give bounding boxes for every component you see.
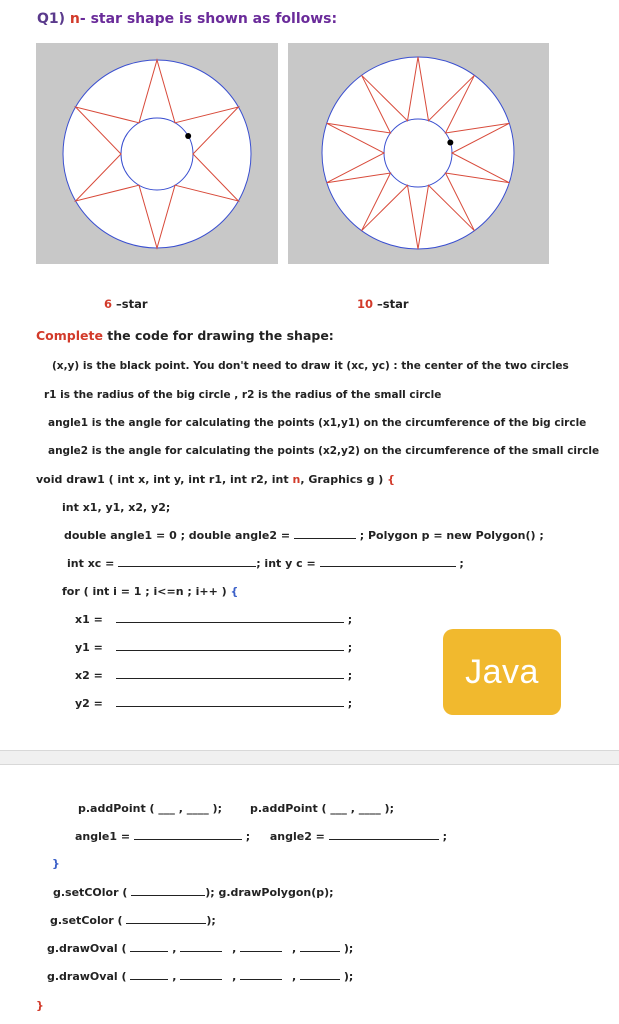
instruction-line-2: r1 is the radius of the big circle , r2 is the radius of the small circle [44, 389, 442, 401]
angle2-blank[interactable] [329, 830, 439, 840]
angle-update-line [75, 830, 447, 843]
ten-star-text: –star [373, 297, 409, 311]
page-top-edge [0, 764, 619, 765]
set-color-line-1 [53, 886, 334, 899]
oval1-comma-1: , [172, 942, 177, 955]
add-point-1: p.addPoint ( ___ , ____ ); [78, 802, 222, 815]
x1-semicolon: ; [347, 613, 353, 626]
center-declaration-line [67, 557, 464, 570]
y1-blank[interactable] [116, 641, 344, 651]
oval1-arg4-blank[interactable] [300, 942, 340, 952]
oval1-comma-2: , [232, 942, 237, 955]
six-star-number: 6 [104, 297, 113, 311]
draw-oval-line-2 [47, 970, 353, 983]
x2-blank[interactable] [116, 669, 344, 679]
oval2-comma-1: , [172, 970, 177, 983]
ten-star-black-point [447, 139, 453, 145]
angle1-assign-label: angle1 = [75, 830, 131, 843]
instruction-line-4: angle2 is the angle for calculating the points (x2,y2) on the circumference of the small circle [48, 445, 600, 457]
yc-label: ; int y c = [256, 557, 316, 570]
six-star-figure [36, 43, 278, 264]
ten-star-number: 10 [357, 297, 374, 311]
signature-n: n [292, 473, 301, 486]
set-color-b-blank[interactable] [126, 914, 206, 924]
oval1-comma-3: , [291, 942, 297, 955]
polygon-decl-text: ; Polygon p = new Polygon() ; [359, 529, 544, 542]
x2-assignment [75, 669, 352, 682]
six-star-text: –star [112, 297, 148, 311]
y2-semicolon: ; [347, 697, 353, 710]
oval1-tail: ); [343, 942, 354, 955]
for-loop-header [62, 585, 238, 598]
complete-instruction [36, 328, 334, 343]
instruction-line-3: angle1 is the angle for calculating the points (x1,y1) on the circumference of the big circle [48, 417, 587, 429]
complete-word: Complete [36, 328, 103, 343]
draw-oval-2-label: g.drawOval ( [47, 970, 127, 983]
angle2-assign-label: angle2 = [269, 830, 325, 843]
y1-assignment [75, 641, 352, 654]
method-open-brace: { [387, 473, 395, 486]
method-signature [36, 473, 395, 486]
yc-semicolon: ; [459, 557, 464, 570]
six-star-black-point [185, 133, 191, 139]
oval1-arg2-blank[interactable] [180, 942, 222, 952]
y2-blank[interactable] [116, 697, 344, 707]
oval2-arg1-blank[interactable] [130, 970, 168, 980]
x1-blank[interactable] [116, 613, 344, 623]
ten-star-svg [288, 43, 549, 264]
draw-oval-line-1 [47, 942, 353, 955]
set-color-a-label: g.setCOlor ( [53, 886, 128, 899]
oval2-comma-3: , [291, 970, 297, 983]
n-variable: n [69, 11, 80, 27]
oval2-tail: ); [343, 970, 354, 983]
ten-star-label [357, 297, 409, 311]
instruction-line-1: (x,y) is the black point. You don't need to draw it (xc, yc) : the center of the two circles [52, 360, 569, 372]
y1-semicolon: ; [347, 641, 353, 654]
six-star-label [104, 297, 148, 311]
angle2-init-blank[interactable] [294, 529, 356, 539]
question-prefix: Q1) [37, 11, 70, 27]
oval2-arg3-blank[interactable] [240, 970, 282, 980]
yc-blank[interactable] [320, 557, 456, 567]
for-close-brace: } [52, 857, 60, 870]
variable-declaration: int x1, y1, x2, y2; [62, 501, 171, 514]
ten-star-outer-circle [322, 57, 514, 249]
angle-declaration-line [64, 529, 544, 542]
add-point-2: p.addPoint ( ___ , ____ ); [250, 802, 394, 815]
oval1-arg1-blank[interactable] [130, 942, 168, 952]
set-color-a-blank[interactable] [131, 886, 205, 896]
oval2-arg4-blank[interactable] [300, 970, 340, 980]
set-color-b-tail: ); [206, 914, 216, 927]
six-star-svg [36, 43, 278, 264]
x1-assignment [75, 613, 352, 626]
java-badge [443, 629, 561, 715]
angle1-blank[interactable] [134, 830, 242, 840]
set-color-line-2 [50, 914, 216, 927]
angle-decl-text: double angle1 = 0 ; double angle2 = [64, 529, 291, 542]
for-loop-text: for ( int i = 1 ; i<=n ; i++ ) [62, 585, 231, 598]
six-star-outer-circle [63, 60, 251, 248]
signature-main: void draw1 ( int x, int y, int r1, int r2, int [36, 473, 293, 486]
x2-semicolon: ; [347, 669, 353, 682]
y2-assignment [75, 697, 352, 710]
complete-rest: the code for drawing the shape: [102, 328, 334, 343]
y1-label: y1 = [75, 641, 103, 654]
question-text: - star shape is shown as follows: [79, 11, 338, 27]
x1-label: x1 = [75, 613, 103, 626]
oval2-comma-2: , [232, 970, 237, 983]
java-badge-label: Java [465, 652, 539, 691]
y2-label: y2 = [75, 697, 103, 710]
signature-tail: , Graphics g ) [300, 473, 388, 486]
set-color-b-label: g.setColor ( [50, 914, 123, 927]
method-close-brace: } [36, 999, 44, 1012]
angle2-semicolon: ; [442, 830, 447, 843]
ten-star-figure [288, 43, 549, 264]
x2-label: x2 = [75, 669, 103, 682]
oval1-arg3-blank[interactable] [240, 942, 282, 952]
angle1-semicolon: ; [245, 830, 251, 843]
oval2-arg2-blank[interactable] [180, 970, 222, 980]
question-title [37, 11, 337, 27]
draw-polygon-text: ); g.drawPolygon(p); [205, 886, 334, 899]
draw-oval-1-label: g.drawOval ( [47, 942, 127, 955]
xc-label: int xc = [67, 557, 115, 570]
page-gap [0, 751, 619, 764]
for-open-brace: { [230, 585, 239, 598]
xc-blank[interactable] [118, 557, 256, 567]
